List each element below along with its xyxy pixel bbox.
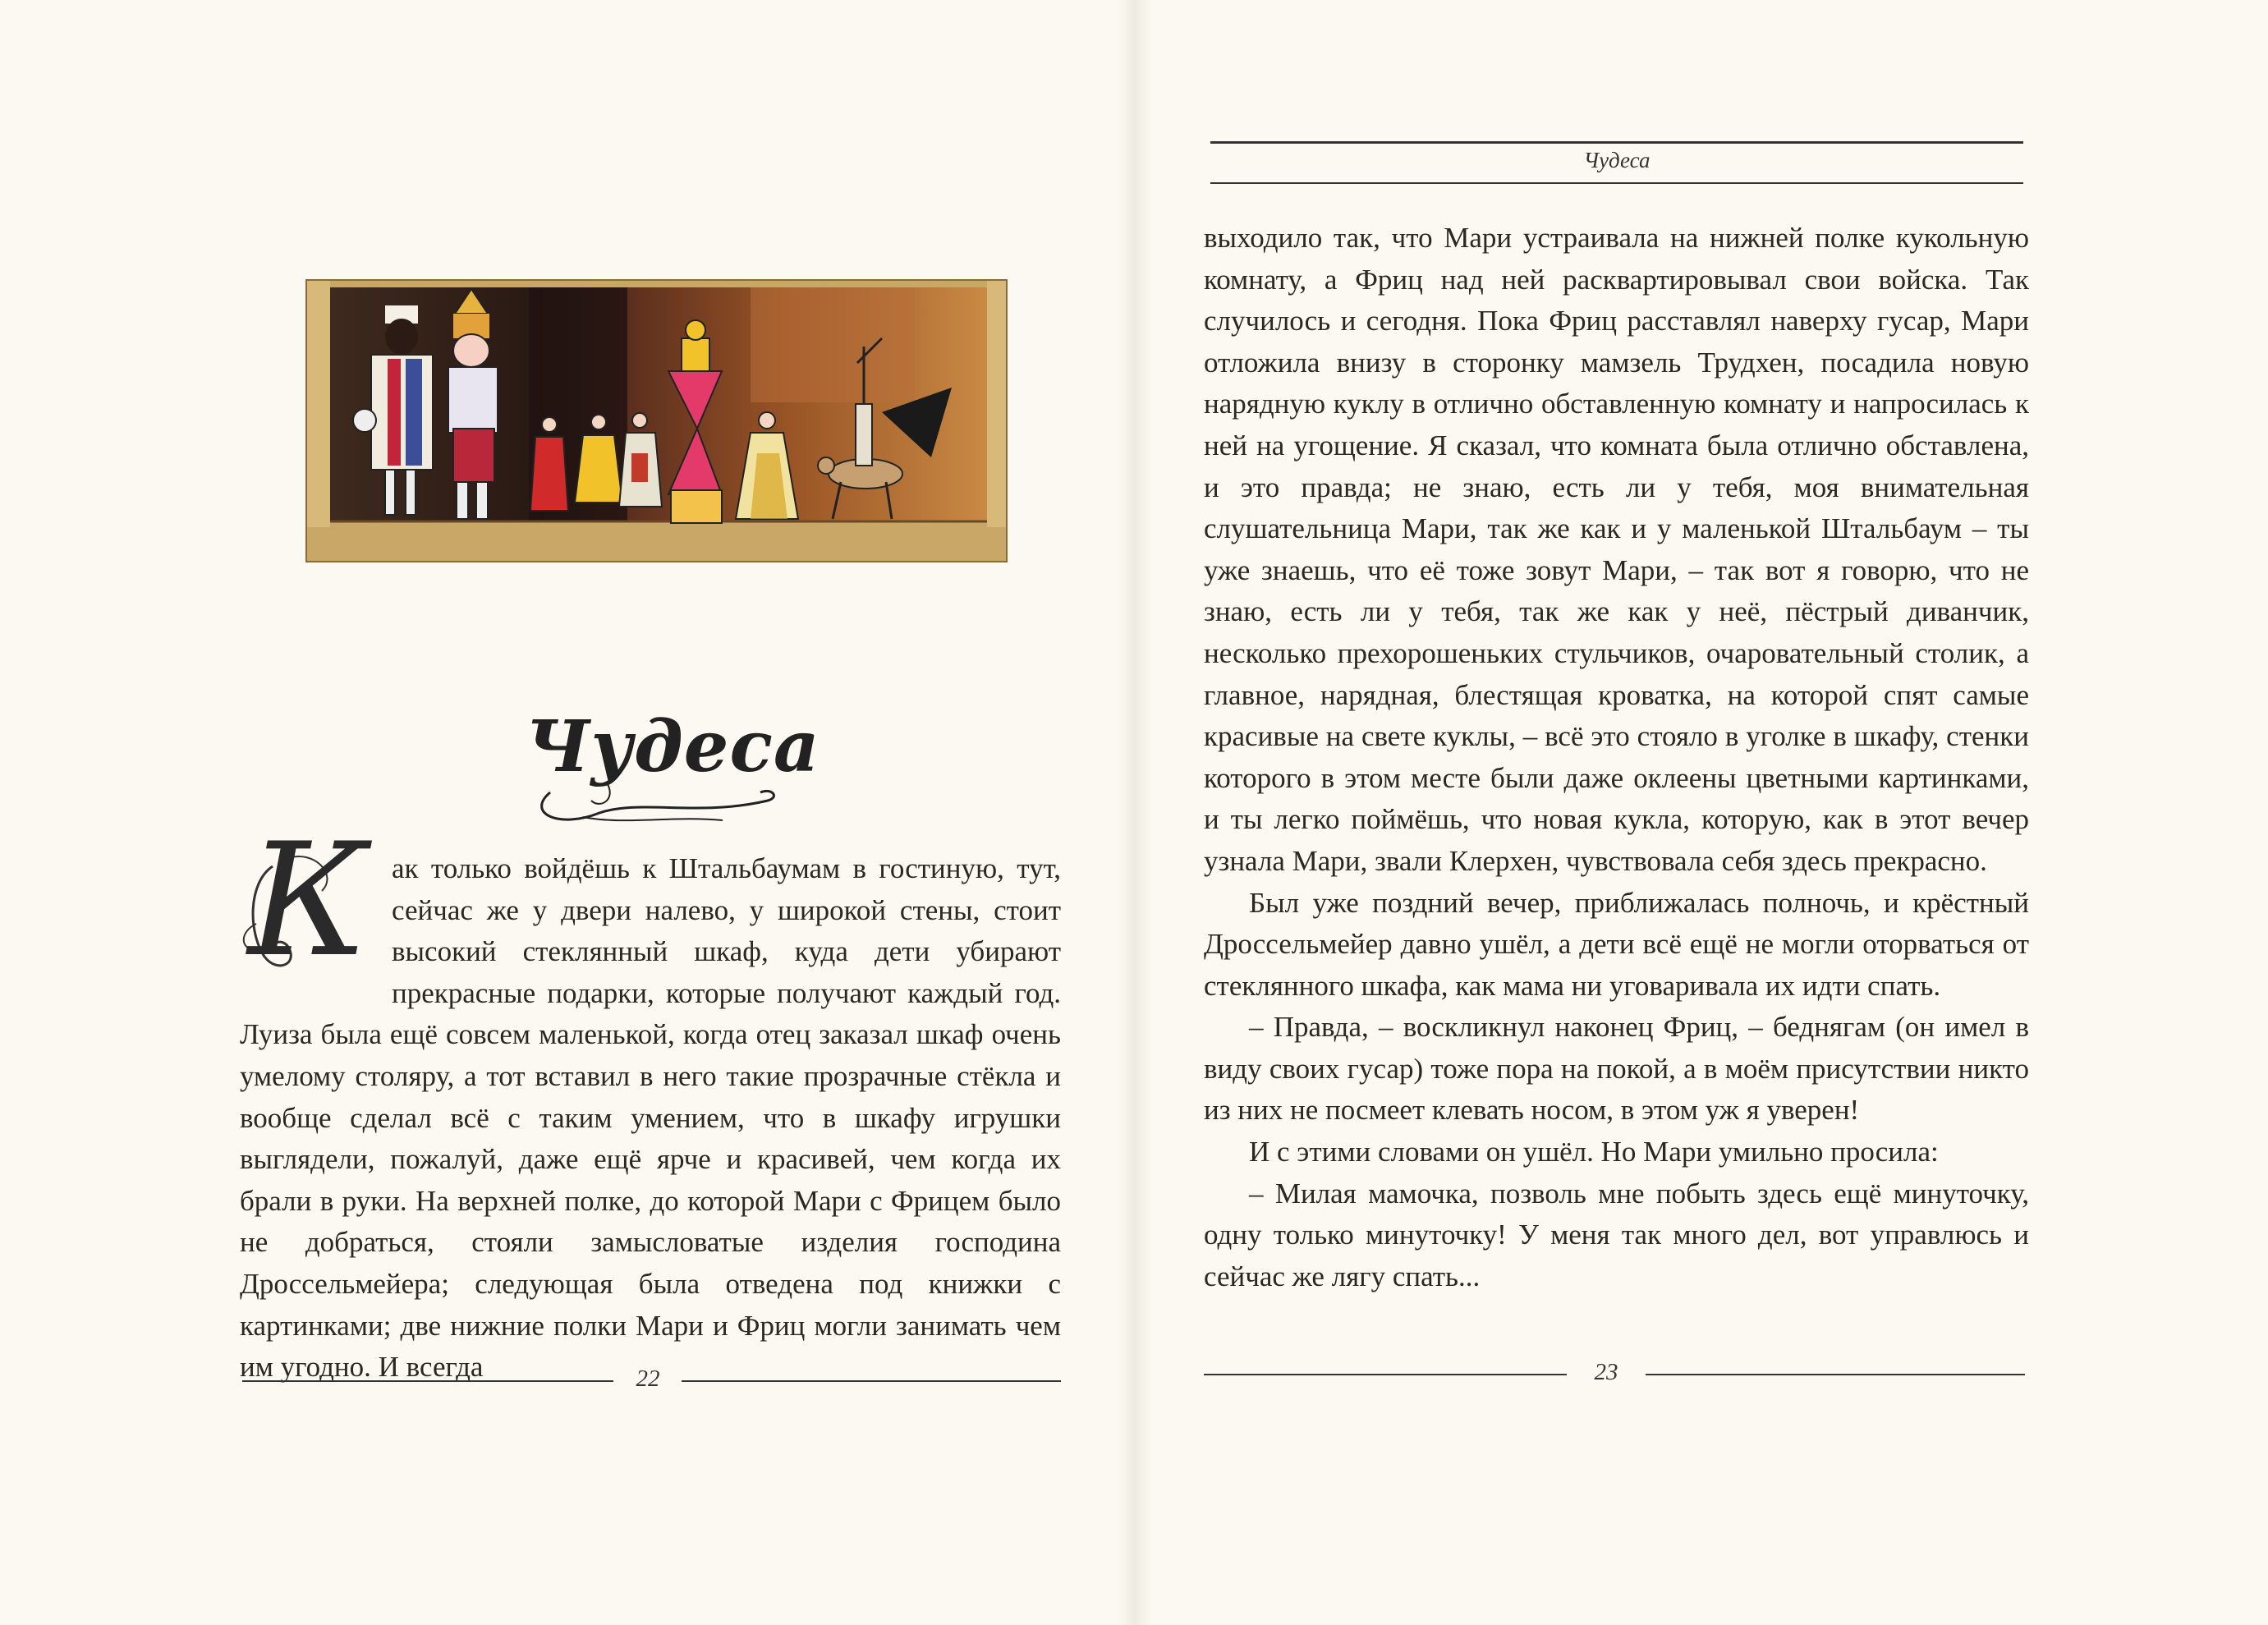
folio-rule-left [1204, 1374, 1567, 1375]
title-flourish-ornament [534, 768, 780, 833]
folio-rule-left [242, 1380, 613, 1382]
running-head-rule-bottom [1210, 182, 2023, 184]
drop-cap-letter: К [248, 810, 370, 991]
paragraph: выходило так, что Мари устраивала на нижней полке кукольную комнату, а Фриц над ней расквартировывал свои войска. Так случилось и сегодня. Пока Фриц расставлял наверху гусар, Мари отложила внизу в сторонку мамзель Трудхен, посадила новую нарядную куклу в отлично обставленную комнату и напросилась к ней на угощение. Я сказал, что комната была отлично обставлена, и это правда; не знаю, есть ли у тебя, моя внимательная слушательница Мари, так же как и у маленькой Штальбаум – ты уже знаешь, что её тоже зовут Мари, – так вот я говорю, что не знаю, есть ли у тебя, так же как у неё, пёстрый диванчик, несколько прехорошеньких стульчиков, очаровательный столик, а главное, нарядная, блестящая кроватка, на которой спят самые красивые на свете куклы, – всё это стояло в уголке в шкафу, стенки которого в этом месте были даже оклеены цветными картинками, и ты легко поймёшь, что новая кукла, которую, как в этот вечер узнала Мари, звали Клерхен, чувствовала себя здесь прекрасно. [1204, 222, 2029, 877]
running-head-rule-top [1210, 141, 2023, 144]
drop-cap [240, 810, 383, 991]
page-number-left: 22 [636, 1366, 660, 1392]
paragraph: Был уже поздний вечер, приближалась полночь, и крёстный Дроссельмейер давно ушёл, а дети всё ещё не могли оторваться от стеклянного шкафа, как мама ни уговаривала их идти спать. [1204, 886, 2029, 1002]
running-head: Чудеса [1583, 148, 1650, 172]
small-doll-figures [530, 413, 662, 511]
chapter-title: Чудеса [526, 705, 820, 788]
page-number-right: 23 [1594, 1359, 1618, 1385]
left-body-text [240, 810, 1061, 1389]
toy-cabinet-painting [307, 281, 1006, 561]
paragraph: И с этими словами он ушёл. Но Мари умильно просила: [1249, 1136, 1939, 1168]
paragraph: – Правда, – воскликнул наконец Фриц, – беднягам (он имел в виду своих гусар) тоже пора на покой, а в моём присутствии никто из них не посмеет клевать носом, в этом уж я уверен! [1204, 1011, 2029, 1127]
chapter-illustration [305, 279, 1008, 562]
right-body-text [1204, 218, 2029, 1297]
paragraph: – Милая мамочка, позволь мне побыть здесь ещё минуточку, одну только минуточку! У меня так много дел, вот управлюсь и сейчас же лягу спать... [1204, 1177, 2029, 1292]
paragraph: ак только войдёшь к Штальбаумам в гостиную, тут, сейчас же у двери налево, у широкой стены, стоит высокий стеклянный шкаф, куда дети убирают прекрасные подарки, которые получают каждый год. Луиза была ещё совсем маленькой, когда отец заказал шкаф очень умелому столяру, а тот вставил в него такие прозрачные стёкла и вообще сделал всё с таким умением, что в шкафу игрушки выглядели, пожалуй, даже ещё ярче и красивей, чем когда их брали в руки. На верхней полке, до которой Мари с Фрицем было не добраться, стояли замысловатые изделия господина Дроссельмейера; следующая была отведена под книжки с картинками; две нижние полки Мари и Фриц могли занимать чем им угодно. И всегда [240, 852, 1061, 1384]
folio-rule-right [682, 1380, 1061, 1382]
folio-rule-right [1646, 1374, 2025, 1375]
